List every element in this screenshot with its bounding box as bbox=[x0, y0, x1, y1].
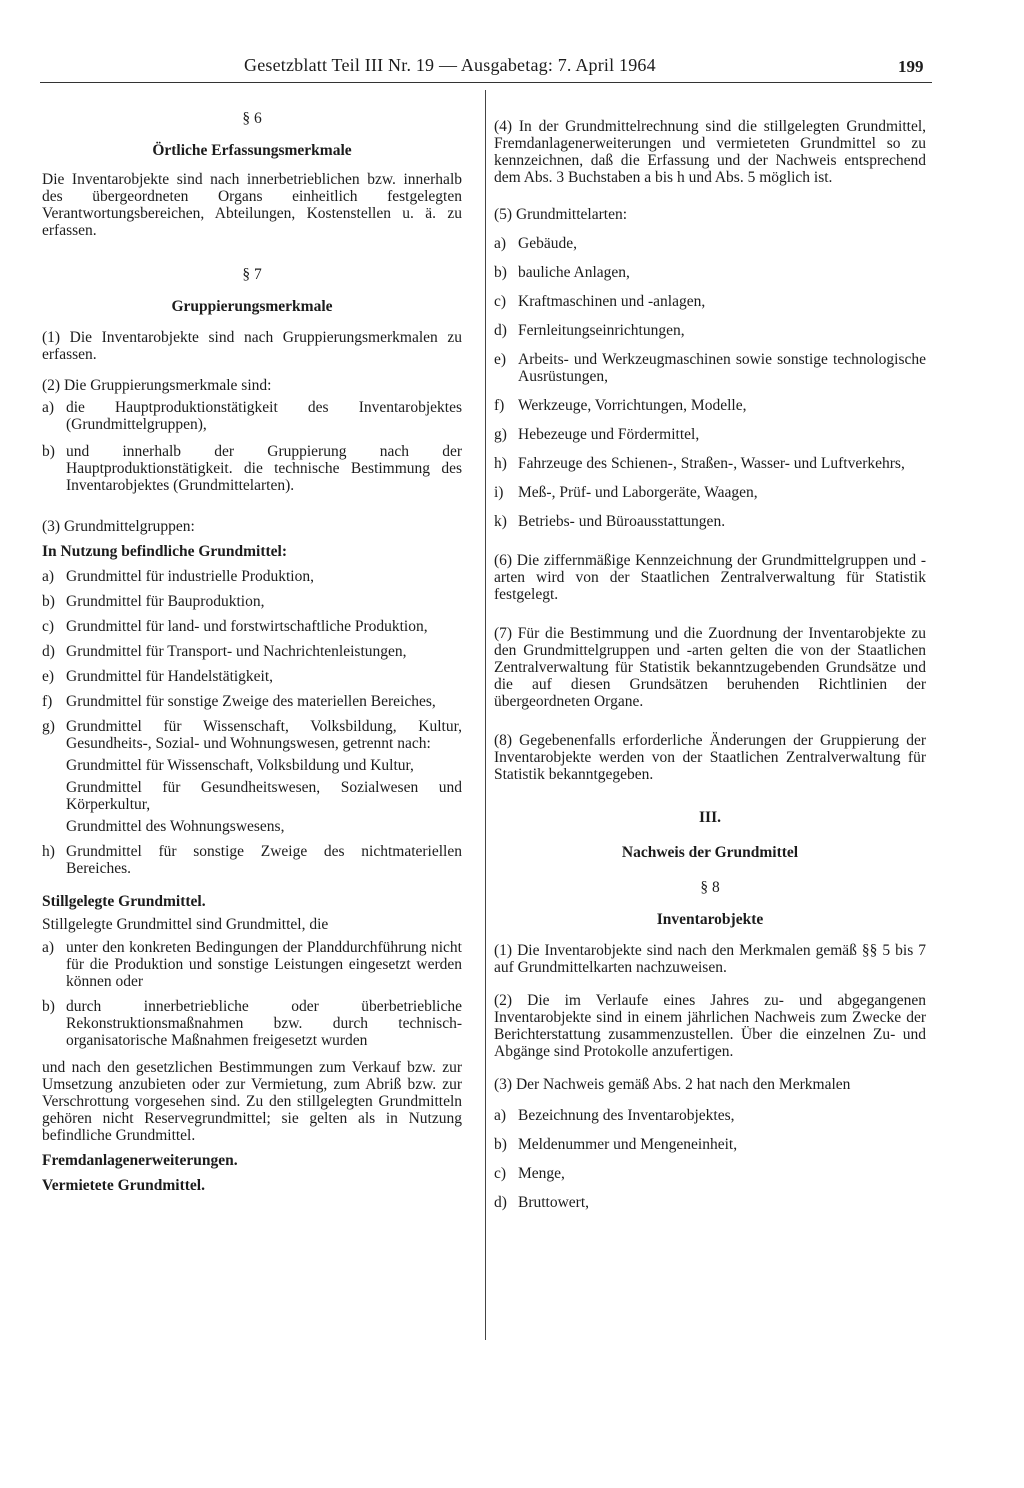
item-text: Grundmittel für industrielle Produktion, bbox=[66, 568, 314, 585]
list-item bbox=[494, 455, 926, 472]
list-item bbox=[42, 618, 462, 635]
list-item bbox=[494, 1107, 926, 1124]
decommissioned-intro: Stillgelegte Grundmittel sind Grundmittel, die bbox=[42, 916, 329, 933]
section-8-paragraph-3: (3) Der Nachweis gemäß Abs. 2 hat nach den Merkmalen bbox=[494, 1076, 851, 1093]
list-item bbox=[42, 718, 462, 752]
paragraph-6: (6) Die ziffernmäßige Kennzeichnung der Grundmittelgruppen und -arten wird von der Staatlichen Zentralverwaltung für Statistik festgelegt. bbox=[494, 552, 926, 603]
list-item bbox=[494, 426, 926, 443]
column-divider bbox=[485, 90, 486, 1340]
item-label: a) bbox=[42, 939, 55, 956]
in-use-list bbox=[42, 568, 462, 877]
item-label: c) bbox=[494, 293, 507, 310]
item-label: d) bbox=[494, 1194, 507, 1211]
sub-item: Grundmittel des Wohnungswesens, bbox=[66, 818, 285, 835]
item-label: b) bbox=[494, 264, 507, 281]
item-label: h) bbox=[42, 843, 55, 860]
in-use-heading: In Nutzung befindliche Grundmittel: bbox=[42, 543, 288, 560]
part-number: III. bbox=[699, 809, 721, 826]
item-label: b) bbox=[42, 593, 55, 610]
item-label: c) bbox=[42, 618, 55, 635]
section-7-paragraph-2: (2) Die Gruppierungsmerkmale sind: bbox=[42, 377, 272, 394]
item-text: Grundmittel für Handelstätigkeit, bbox=[66, 668, 274, 685]
list-item bbox=[494, 264, 926, 281]
section-7-number: § 7 bbox=[242, 266, 262, 283]
section-8-paragraph-1: (1) Die Inventarobjekte sind nach den Merkmalen gemäß §§ 5 bis 7 auf Grundmittelkarten nachzuweisen. bbox=[494, 942, 926, 976]
item-text: Grundmittel für Bauproduktion, bbox=[66, 593, 265, 610]
decommissioned-list bbox=[42, 939, 462, 1049]
section-8-paragraph-2: (2) Die im Verlaufe eines Jahres zu- und abgegangenen Inventarobjekte sind in einem jährlichen Nachweis zum Zwecke der Berichterstattung zusammenzustellen. Über die einzelnen Zu- und Abgänge sind Protokolle anzufertigen. bbox=[494, 992, 926, 1060]
item-label: f) bbox=[42, 693, 53, 710]
list-item bbox=[42, 843, 462, 877]
list-item bbox=[494, 1194, 926, 1211]
item-text: unter den konkreten Bedingungen der Planddurchführung nicht für die Produktion und sonstige Leistungen eingesetzt werden können oder bbox=[66, 939, 462, 990]
item-text: Gebäude, bbox=[518, 235, 577, 252]
item-label: d) bbox=[42, 643, 55, 660]
sub-item: Grundmittel für Wissenschaft, Volksbildung und Kultur, bbox=[66, 757, 414, 774]
item-label: b) bbox=[494, 1136, 507, 1153]
list-item bbox=[42, 593, 462, 610]
header-rule bbox=[40, 82, 932, 83]
item-text: Werkzeuge, Vorrichtungen, Modelle, bbox=[518, 397, 747, 414]
page-number: 199 bbox=[898, 57, 924, 76]
item-text: Grundmittel für Transport- und Nachrichtenleistungen, bbox=[66, 643, 407, 660]
decommissioned-heading: Stillgelegte Grundmittel. bbox=[42, 893, 206, 910]
item-label: i) bbox=[494, 484, 504, 501]
list-item bbox=[494, 1136, 926, 1153]
item-text: Meldenummer und Mengeneinheit, bbox=[518, 1136, 738, 1153]
item-text: und innerhalb der Gruppierung nach der Hauptproduktionstätigkeit. die technische Bestimmung des Inventarobjektes (Grundmittelarten). bbox=[66, 443, 462, 494]
list-item bbox=[42, 443, 462, 494]
section-6-heading: Örtliche Erfassungsmerkmale bbox=[152, 142, 352, 159]
gazette-title: Gesetzblatt Teil III Nr. 19 — Ausgabetag: 7. April 1964 bbox=[244, 55, 656, 75]
list-item bbox=[494, 293, 926, 310]
section-8-number: § 8 bbox=[700, 879, 720, 896]
item-label: f) bbox=[494, 397, 505, 414]
item-label: g) bbox=[42, 718, 55, 735]
section-7-heading: Gruppierungsmerkmale bbox=[171, 298, 333, 315]
item-label: b) bbox=[42, 443, 55, 460]
item-text: Hebezeuge und Fördermittel, bbox=[518, 426, 700, 443]
item-label: a) bbox=[42, 568, 55, 585]
item-text: bauliche Anlagen, bbox=[518, 264, 630, 281]
item-label: c) bbox=[494, 1165, 507, 1182]
item-text: Fernleitungseinrichtungen, bbox=[518, 322, 685, 339]
paragraph-5: (5) Grundmittelarten: bbox=[494, 206, 627, 223]
list-item bbox=[42, 939, 462, 990]
criteria-list bbox=[42, 399, 462, 494]
item-label: b) bbox=[42, 998, 55, 1015]
left-column bbox=[42, 110, 462, 1194]
item-text: Grundmittel für land- und forstwirtschaftliche Produktion, bbox=[66, 618, 428, 635]
item-text: Bruttowert, bbox=[518, 1194, 590, 1211]
item-text: durch innerbetriebliche oder überbetriebliche Rekonstruktionsmaßnahmen bzw. durch technisch-organisatorische Maßnahmen freigesetzt wurden bbox=[66, 998, 462, 1049]
item-label: a) bbox=[494, 1107, 507, 1124]
item-text: Kraftmaschinen und -anlagen, bbox=[518, 293, 706, 310]
item-label: a) bbox=[494, 235, 507, 252]
list-item bbox=[494, 351, 926, 385]
item-text: Betriebs- und Büroausstattungen. bbox=[518, 513, 726, 530]
item-label: g) bbox=[494, 426, 507, 443]
list-item bbox=[42, 399, 462, 433]
item-label: e) bbox=[42, 668, 55, 685]
list-item bbox=[494, 322, 926, 339]
list-item bbox=[42, 668, 462, 685]
section-7-paragraph-1: (1) Die Inventarobjekte sind nach Gruppierungsmerkmalen zu erfassen. bbox=[42, 329, 462, 363]
list-item bbox=[42, 643, 462, 660]
external-extensions-heading: Fremdanlagenerweiterungen. bbox=[42, 1152, 238, 1169]
list-item bbox=[42, 568, 462, 585]
item-text: Grundmittel für sonstige Zweige des nichtmateriellen Bereiches. bbox=[66, 843, 462, 877]
list-item bbox=[42, 693, 462, 710]
list-item bbox=[494, 513, 926, 530]
item-text: Meß-, Prüf- und Laborgeräte, Waagen, bbox=[518, 484, 758, 501]
asset-types-list bbox=[494, 235, 926, 530]
list-item bbox=[494, 1165, 926, 1182]
item-text: Arbeits- und Werkzeugmaschinen sowie sonstige technologische Ausrüstungen, bbox=[518, 351, 926, 385]
right-column bbox=[494, 118, 926, 1211]
list-item bbox=[42, 998, 462, 1049]
part-heading: Nachweis der Grundmittel bbox=[621, 844, 799, 861]
item-text: Grundmittel für sonstige Zweige des materiellen Bereiches, bbox=[66, 693, 436, 710]
item-label: a) bbox=[42, 399, 55, 416]
proof-criteria-list bbox=[494, 1107, 926, 1211]
sub-item: Grundmittel für Gesundheitswesen, Sozialwesen und Körperkultur, bbox=[66, 779, 462, 813]
paragraph-4: (4) In der Grundmittelrechnung sind die stillgelegten Grundmittel, Fremdanlagenerweiterungen und vermieteten Grundmittel so zu kennzeichnen, daß die Erfassung und der Nachweis entsprechend dem Abs. 3 Buchstaben a bis h und Abs. 5 möglich ist. bbox=[494, 118, 926, 186]
list-item bbox=[494, 484, 926, 501]
item-label: e) bbox=[494, 351, 507, 368]
item-text: Menge, bbox=[518, 1165, 565, 1182]
item-label: d) bbox=[494, 322, 507, 339]
list-item bbox=[494, 397, 926, 414]
section-8-heading: Inventarobjekte bbox=[656, 911, 764, 928]
rented-assets-heading: Vermietete Grundmittel. bbox=[42, 1177, 205, 1194]
paragraph-7: (7) Für die Bestimmung und die Zuordnung der Inventarobjekte zu den Grundmittelgruppen und -arten gelten die von der Staatlichen Zentralverwaltung für Statistik bekanntzugebenden Grundsätze und die auf diesen Grundsätzen beruhenden Richtlinien der übergeordneten Organe. bbox=[494, 625, 926, 710]
item-text: die Hauptproduktionstätigkeit des Inventarobjektes (Grundmittelgruppen), bbox=[66, 399, 462, 433]
item-text: Fahrzeuge des Schienen-, Straßen-, Wasser- und Luftverkehrs, bbox=[518, 455, 905, 472]
section-6-number: § 6 bbox=[242, 110, 262, 127]
item-text: Grundmittel für Wissenschaft, Volksbildung, Kultur, Gesundheits-, Sozial- und Wohnungswesen, getrennt nach: bbox=[66, 718, 462, 752]
section-6-text: Die Inventarobjekte sind nach innerbetrieblichen bzw. innerhalb des übergeordneten Organs einheitlich festgelegten Verantwortungsbereichen, Abteilungen, Kostenstellen u. ä. zu erfassen. bbox=[42, 171, 462, 239]
list-item bbox=[494, 235, 926, 252]
section-7-paragraph-3: (3) Grundmittelgruppen: bbox=[42, 518, 195, 535]
item-text: Bezeichnung des Inventarobjektes, bbox=[518, 1107, 735, 1124]
paragraph-8: (8) Gegebenenfalls erforderliche Änderungen der Gruppierung der Inventarobjekte werden von der Staatlichen Zentralverwaltung für Statistik bekanntgegeben. bbox=[494, 732, 926, 783]
page-header bbox=[0, 55, 1024, 85]
item-label: k) bbox=[494, 513, 507, 530]
item-label: h) bbox=[494, 455, 507, 472]
decommissioned-text: und nach den gesetzlichen Bestimmungen zum Verkauf bzw. zur Umsetzung anzubieten oder zur Vermietung, zum Abriß bzw. zur Verschrottung vorgesehen sind. Zu den stillgelegten Grundmitteln gehören nicht Reservegrundmittel; sie gelten als in Nutzung befindliche Grundmittel. bbox=[42, 1059, 462, 1144]
